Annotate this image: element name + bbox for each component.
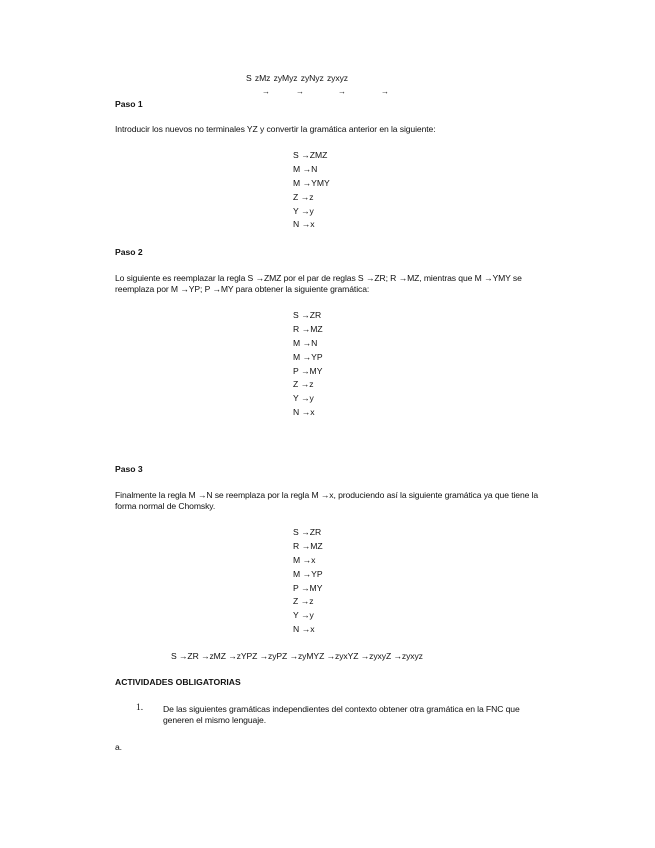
paso3-rule-2: R →MZ [293, 540, 323, 551]
paso3-rule-3: M →x [293, 554, 316, 565]
arrow-marker-3: → [338, 87, 346, 96]
paso1-text: Introducir los nuevos no terminales YZ y convertir la gramática anterior en la siguiente: [115, 124, 436, 134]
paso3-rule-5: P →MY [293, 582, 323, 593]
sub-item-label: a. [115, 742, 122, 752]
final-derivation: S →ZR →zMZ →zYPZ →zyPZ →zyMYZ →zyxYZ →zyxyZ →zyxyz [171, 651, 423, 661]
actividad-item-number: 1. [136, 703, 144, 713]
paso2-rule-8: N →x [293, 407, 315, 418]
paso1-rules [293, 149, 330, 232]
arrow-marker-2: → [296, 87, 304, 96]
paso3-rule-7: Y →y [293, 610, 314, 621]
paso2-rule-5: P →MY [293, 365, 323, 376]
paso3-rule-8: N →x [293, 624, 315, 635]
paso1-rule-4: Z →z [293, 191, 314, 202]
header-derivation: S zMz zyMyz zyNyz zyxyz [246, 73, 348, 83]
paso3-rule-1: S →ZR [293, 527, 322, 537]
actividad-item-text: De las siguientes gramáticas independientes del contexto obtener otra gramática en la FNC que generen el mismo lenguaje. [163, 704, 520, 725]
arrow-marker-1: → [262, 87, 270, 96]
arrow-marker-4: → [381, 87, 389, 96]
paso3-text: Finalmente la regla M →N se reemplaza por la regla M →x, produciendo así la siguiente gramática ya que tiene la forma normal de Chomsky. [115, 490, 539, 511]
paso1-rule-2: M →N [293, 163, 318, 174]
paso3-rule-4: M →YP [293, 568, 323, 579]
paso2-rule-4: M →YP [293, 351, 323, 362]
paso2-rule-3: M →N [293, 337, 318, 348]
paso1-rule-6: N →x [293, 219, 315, 230]
paso2-rules [293, 309, 323, 420]
actividades-title: ACTIVIDADES OBLIGATORIAS [115, 677, 241, 687]
paso1-rule-5: Y →y [293, 205, 314, 216]
paso2-rule-2: R →MZ [293, 323, 323, 334]
paso1-rule-3: M →YMY [293, 177, 330, 188]
paso2-rule-7: Y →y [293, 393, 314, 404]
paso2-text: Lo siguiente es reemplazar la regla S →ZMZ por el par de reglas S →ZR; R →MZ, mientras que M →YMY se reemplaza por M →YP; P →MY para obtener la siguiente gramática: [115, 273, 522, 294]
paso3-title: Paso 3 [115, 464, 143, 474]
paso1-title: Paso 1 [115, 99, 143, 109]
paso2-rule-6: Z →z [293, 379, 314, 390]
paso3-rules [293, 526, 323, 637]
paso2-rule-1: S →ZR [293, 310, 322, 320]
paso2-title: Paso 2 [115, 247, 143, 257]
paso3-rule-6: Z →z [293, 596, 314, 607]
paso1-rule-1: S →ZMZ [293, 150, 328, 160]
